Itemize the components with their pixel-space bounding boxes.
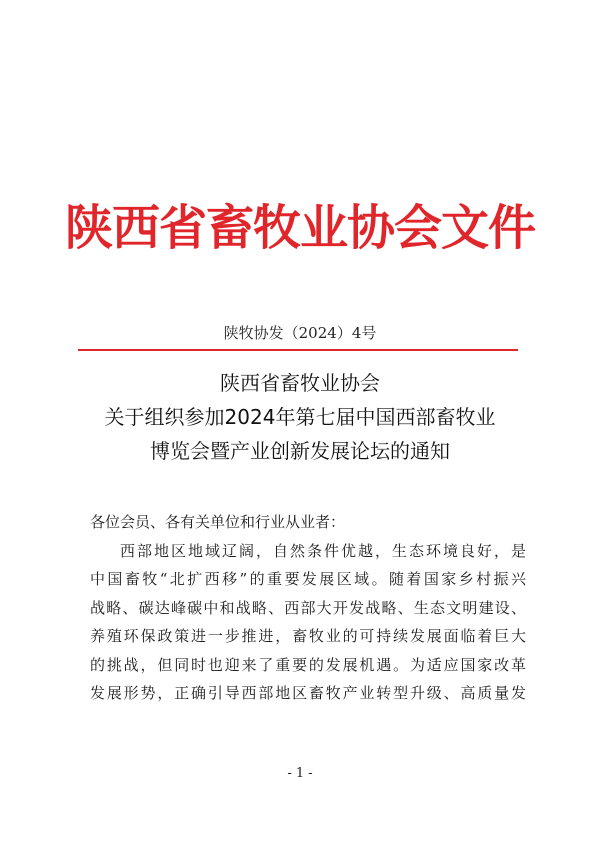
red-divider-line	[78, 349, 518, 351]
paragraph-line: 养殖环保政策进一步推进，畜牧业的可持续发展面临着巨大	[90, 627, 526, 645]
paragraph-line: 西部地区地域辽阔，自然条件优越，生态环境良好，是	[120, 541, 526, 560]
body-text	[90, 508, 526, 708]
page-number: - 1 -	[287, 766, 313, 781]
salutation: 各位会员、各有关单位和行业从业者：	[90, 513, 346, 531]
notice-title	[0, 366, 600, 468]
paragraph-line: 发展形势，正确引导西部地区畜牧产业转型升级、高质量发	[90, 684, 526, 702]
document-number: 陕牧协发（2024）4号	[223, 324, 377, 342]
title-line: 关于组织参加2024年第七届中国西部畜牧业	[104, 405, 496, 429]
paragraph-line: 中国畜牧“北扩西移”的重要发展区域。随着国家乡村振兴	[90, 570, 526, 588]
paragraph-line: 战略、碳达峰碳中和战略、西部大开发战略、生态文明建设、	[90, 598, 526, 617]
title-line: 博览会暨产业创新发展论坛的通知	[150, 439, 450, 463]
title-line: 陕西省畜牧业协会	[220, 371, 380, 395]
masthead-title: 陕西省畜牧业协会文件	[64, 200, 535, 256]
paragraph-line: 的挑战，但同时也迎来了重要的发展机遇。为适应国家改革	[90, 655, 526, 674]
